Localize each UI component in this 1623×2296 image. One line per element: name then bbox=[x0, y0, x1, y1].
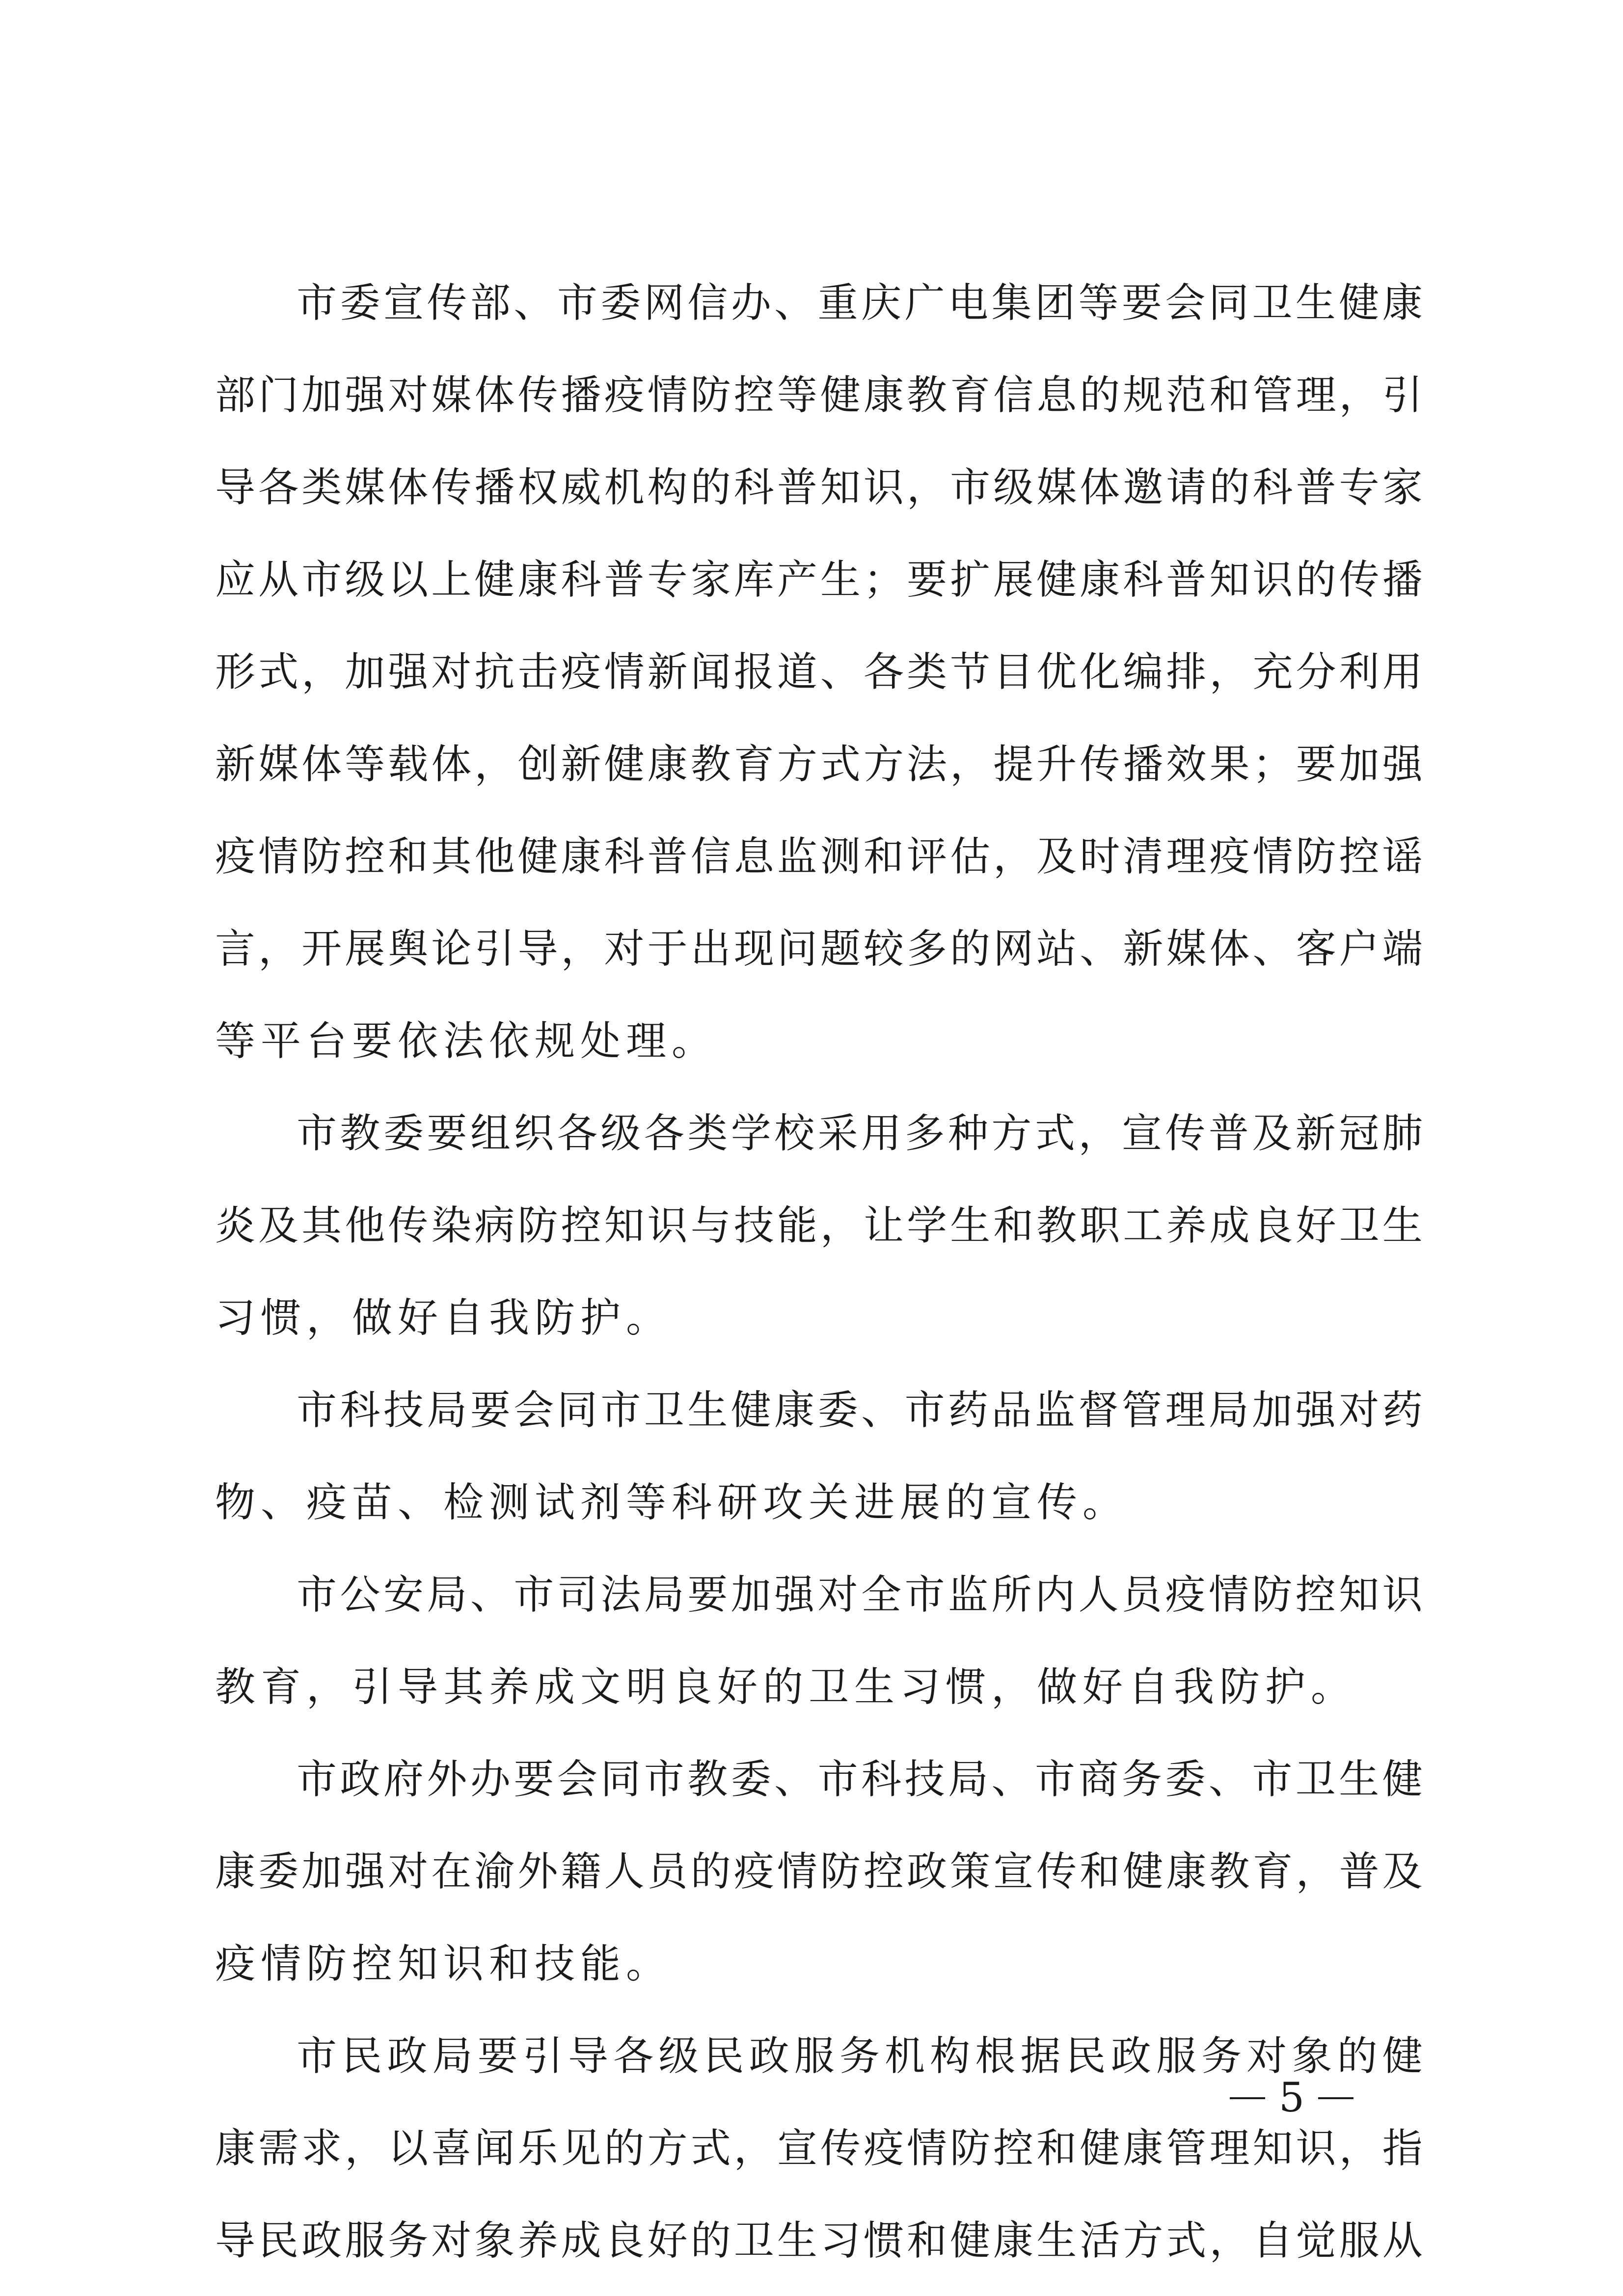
text-line: 疫 情 防 控 和 其 他 健 康 科 普 信 息 监 测 和 评 估 ， 及 时 清 理 疫 情 防 控 谣 bbox=[215, 833, 1423, 880]
text-line: 市 公 安 局 、 市 司 法 局 要 加 强 对 全 市 监 所 内 人 员 疫 情 防 控 知 识 bbox=[297, 1572, 1423, 1618]
text-line: 物、疫苗、检测试剂等科研攻关进展的宣传。 bbox=[215, 1479, 1129, 1526]
text-line: 导 民 政 服 务 对 象 养 成 良 好 的 卫 生 习 惯 和 健 康 生 活 方 式 ， 自 觉 服 从 bbox=[215, 2217, 1423, 2264]
text-line: 炎 及 其 他 传 染 病 防 控 知 识 与 技 能 ， 让 学 生 和 教 职 工 养 成 良 好 卫 生 bbox=[215, 1202, 1423, 1249]
text-line: 新 媒 体 等 载 体 ， 创 新 健 康 教 育 方 式 方 法 ， 提 升 传 播 效 果 ； 要 加 强 bbox=[215, 741, 1423, 788]
text-line: 市 政 府 外 办 要 会 同 市 教 委 、 市 科 技 局 、 市 商 务 委 、 市 卫 生 健 bbox=[297, 1756, 1423, 1803]
text-line: 市 民 政 局 要 引 导 各 级 民 政 服 务 机 构 根 据 民 政 服 务 对 象 的 健 bbox=[297, 2033, 1423, 2080]
text-line: 言 ， 开 展 舆 论 引 导 ， 对 于 出 现 问 题 较 多 的 网 站 、 新 媒 体 、 客 户 端 bbox=[215, 926, 1423, 972]
text-line: 教育，引导其养成文明良好的卫生习惯，做好自我防护。 bbox=[215, 1664, 1357, 1710]
text-line: 康 需 求 ， 以 喜 闻 乐 见 的 方 式 ， 宣 传 疫 情 防 控 和 健 康 管 理 知 识 ， 指 bbox=[215, 2125, 1423, 2172]
text-line: 市 教 委 要 组 织 各 级 各 类 学 校 采 用 多 种 方 式 ， 宣 传 普 及 新 冠 肺 bbox=[297, 1110, 1423, 1157]
text-line: 等平台要依法依规处理。 bbox=[215, 1018, 718, 1065]
text-line: 形 式 ， 加 强 对 抗 击 疫 情 新 闻 报 道 、 各 类 节 目 优 化 编 排 ， 充 分 利 用 bbox=[215, 649, 1423, 695]
page-number-value: 5 bbox=[1279, 2075, 1305, 2121]
text-line: 市 委 宣 传 部 、 市 委 网 信 办 、 重 庆 广 电 集 团 等 要 会 同 卫 生 健 康 bbox=[297, 280, 1423, 326]
text-line: 导 各 类 媒 体 传 播 权 威 机 构 的 科 普 知 识 ， 市 级 媒 体 邀 请 的 科 普 专 家 bbox=[215, 464, 1423, 511]
page-number bbox=[1230, 2071, 1377, 2125]
text-line: 康 委 加 强 对 在 渝 外 籍 人 员 的 疫 情 防 控 政 策 宣 传 和 健 康 教 育 ， 普 及 bbox=[215, 1848, 1423, 1895]
text-line: 部 门 加 强 对 媒 体 传 播 疫 情 防 控 等 健 康 教 育 信 息 的 规 范 和 管 理 ， 引 bbox=[215, 372, 1423, 419]
text-line: 市 科 技 局 要 会 同 市 卫 生 健 康 委 、 市 药 品 监 督 管 理 局 加 强 对 药 bbox=[297, 1387, 1423, 1434]
text-line: 应 从 市 级 以 上 健 康 科 普 专 家 库 产 生 ； 要 扩 展 健 康 科 普 知 识 的 传 播 bbox=[215, 557, 1423, 603]
text-line: 疫情防控知识和技能。 bbox=[215, 1941, 672, 1987]
text-line: 习惯，做好自我防护。 bbox=[215, 1295, 672, 1341]
page-number-left-dash bbox=[1230, 2097, 1265, 2099]
page-number-right-dash bbox=[1318, 2097, 1353, 2099]
